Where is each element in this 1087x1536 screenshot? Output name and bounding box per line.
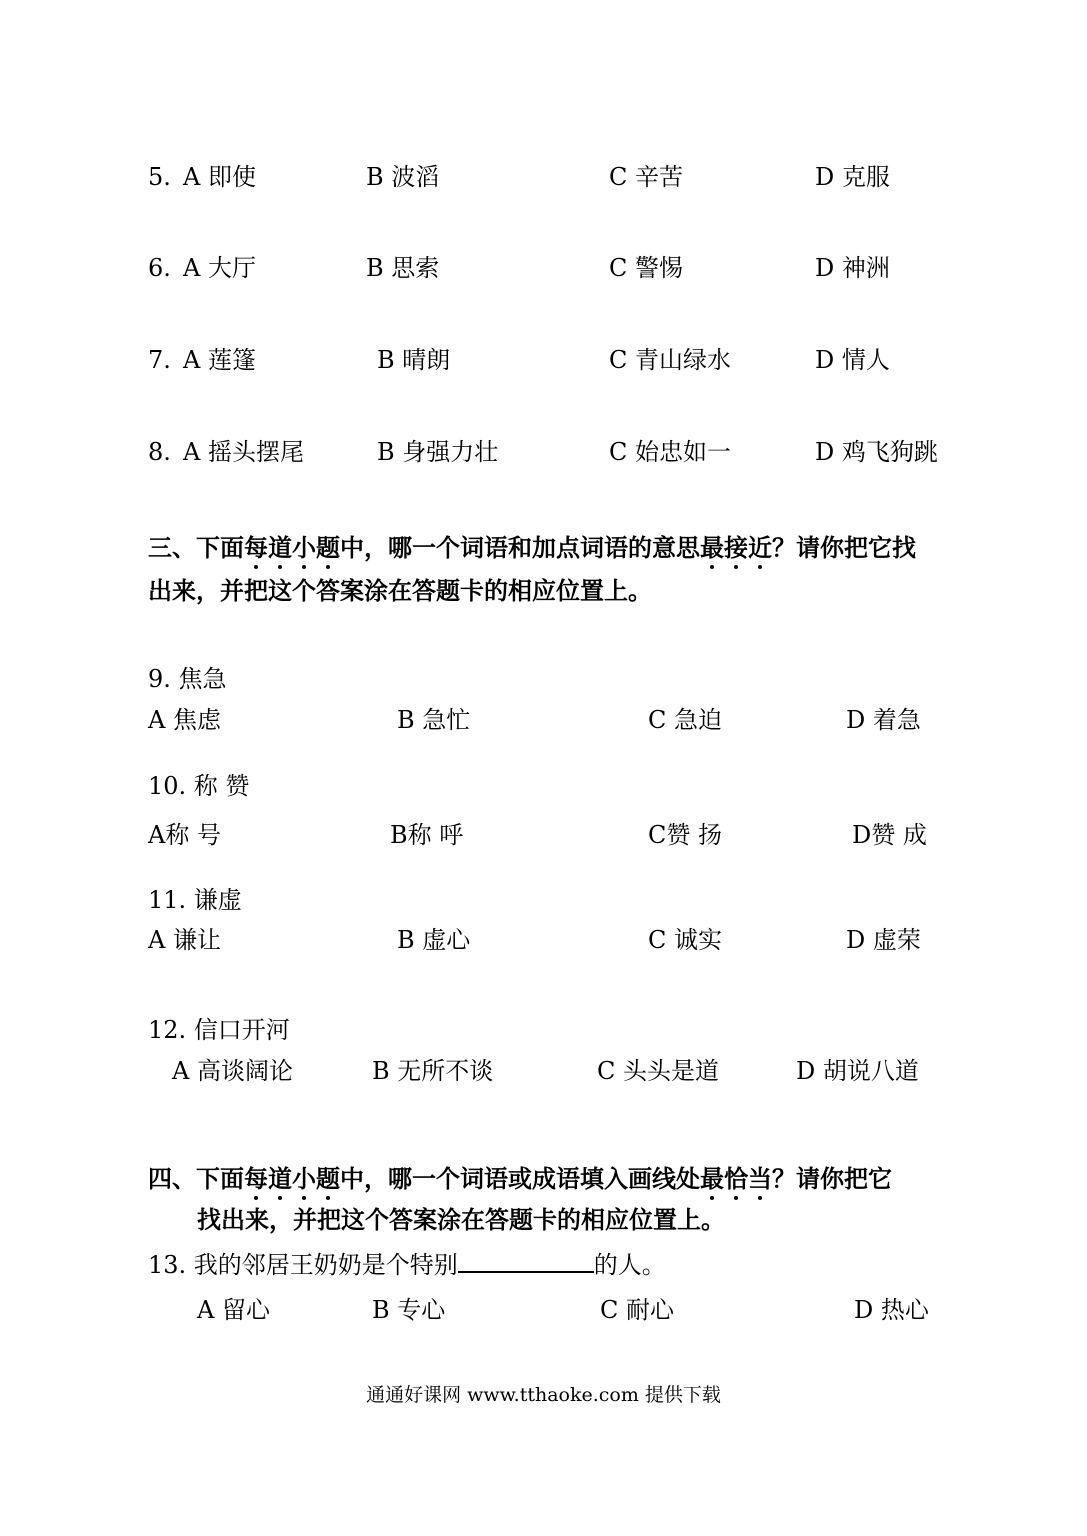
option-c: C赞 扬	[648, 821, 722, 849]
option-c: C 辛苦	[609, 163, 683, 191]
option-a: A 莲篷	[183, 346, 256, 374]
option-row-5	[0, 160, 1087, 194]
dotted-char: 道	[268, 1162, 292, 1196]
option-b: B 无所不谈	[372, 1057, 494, 1085]
option-d: D 神洲	[815, 254, 890, 282]
question-number: 7.	[148, 346, 171, 374]
option-b: B 急忙	[397, 706, 471, 734]
option-c: C 始忠如一	[609, 438, 731, 466]
section-3-heading	[148, 531, 916, 565]
option-c: C 急迫	[648, 706, 722, 734]
question-number: 6.	[148, 254, 171, 282]
heading-text: ？请你把它找	[772, 533, 916, 562]
question-stem: 11. 谦虚	[148, 886, 242, 914]
question-13-stem	[0, 1248, 1087, 1282]
option-row-6	[0, 251, 1087, 285]
option-c: C 头头是道	[597, 1057, 719, 1085]
section-4-heading	[148, 1162, 892, 1196]
option-b: B 身强力壮	[377, 438, 499, 466]
dotted-char: 小	[292, 531, 316, 565]
dotted-char: 每	[244, 531, 268, 565]
option-row-8	[0, 435, 1087, 469]
option-d: D 虚荣	[846, 926, 921, 954]
option-d: D 热心	[854, 1296, 929, 1324]
dotted-char: 恰	[724, 1162, 748, 1196]
option-a: A称 号	[148, 821, 221, 849]
section-3-heading-line2: 出来，并把这个答案涂在答题卡的相应位置上。	[148, 576, 652, 605]
option-b: B 虚心	[397, 926, 471, 954]
option-c: C 耐心	[600, 1296, 674, 1324]
option-a: A 高谈阔论	[172, 1057, 293, 1085]
option-d: D 鸡飞狗跳	[815, 438, 938, 466]
dotted-char: 题	[316, 1162, 340, 1196]
heading-text: 三、下面	[148, 533, 244, 562]
heading-text: 中，哪一个词语或成语填入画线处	[340, 1164, 700, 1193]
option-a: A 谦让	[148, 926, 221, 954]
dotted-char: 每	[244, 1162, 268, 1196]
question-9-options	[0, 703, 1087, 737]
heading-text: 中，哪一个词语和加点词语的意思	[340, 533, 700, 562]
option-b: B 专心	[372, 1296, 446, 1324]
question-11-stem	[0, 883, 1087, 917]
heading-text: ？请你把它	[772, 1164, 892, 1193]
dotted-char: 当	[748, 1162, 772, 1196]
option-c: C 警惕	[609, 254, 683, 282]
stem-text: 13. 我的邻居王奶奶是个特别	[148, 1251, 458, 1279]
option-d: D 情人	[815, 346, 890, 374]
section-4-heading-line2: 找出来，并把这个答案涂在答题卡的相应位置上。	[197, 1205, 725, 1234]
question-stem: 10. 称 赞	[148, 772, 250, 800]
dotted-char: 小	[292, 1162, 316, 1196]
option-d: D 胡说八道	[796, 1057, 919, 1085]
option-c: C 青山绿水	[609, 346, 731, 374]
dotted-char: 近	[748, 531, 772, 565]
question-9-stem	[0, 662, 1087, 696]
option-a: A 大厅	[183, 254, 256, 282]
dotted-char: 题	[316, 531, 340, 565]
question-12-options	[0, 1054, 1087, 1088]
dotted-char: 道	[268, 531, 292, 565]
option-b: B 波滔	[366, 163, 440, 191]
dotted-char: 最	[700, 1162, 724, 1196]
option-a: A 留心	[197, 1296, 270, 1324]
heading-text: 四、下面	[148, 1164, 244, 1193]
question-10-stem	[0, 769, 1087, 803]
option-b: B称 呼	[390, 821, 464, 849]
question-12-stem	[0, 1013, 1087, 1047]
dotted-char: 接	[724, 531, 748, 565]
option-a: A 摇头摆尾	[183, 438, 304, 466]
question-stem: 12. 信口开河	[148, 1016, 290, 1044]
option-d: D 克服	[815, 163, 890, 191]
question-11-options	[0, 923, 1087, 957]
option-b: B 思索	[366, 254, 440, 282]
question-13-options	[0, 1293, 1087, 1327]
option-row-7	[0, 343, 1087, 377]
option-c: C 诚实	[648, 926, 722, 954]
option-a: A 即使	[183, 163, 256, 191]
option-b: B 晴朗	[377, 346, 451, 374]
option-a: A 焦虑	[148, 706, 221, 734]
page-footer: 通通好课网 www.tthaoke.com 提供下载	[366, 1384, 721, 1406]
question-stem	[148, 1248, 666, 1282]
question-number: 8.	[148, 438, 171, 466]
stem-text: 的人。	[593, 1251, 666, 1279]
question-stem: 9. 焦急	[148, 665, 227, 693]
question-10-options	[0, 818, 1087, 852]
question-number: 5.	[148, 163, 171, 191]
answer-blank	[458, 1249, 594, 1273]
dotted-char: 最	[700, 531, 724, 565]
option-d: D 着急	[846, 706, 921, 734]
option-d: D赞 成	[852, 821, 927, 849]
